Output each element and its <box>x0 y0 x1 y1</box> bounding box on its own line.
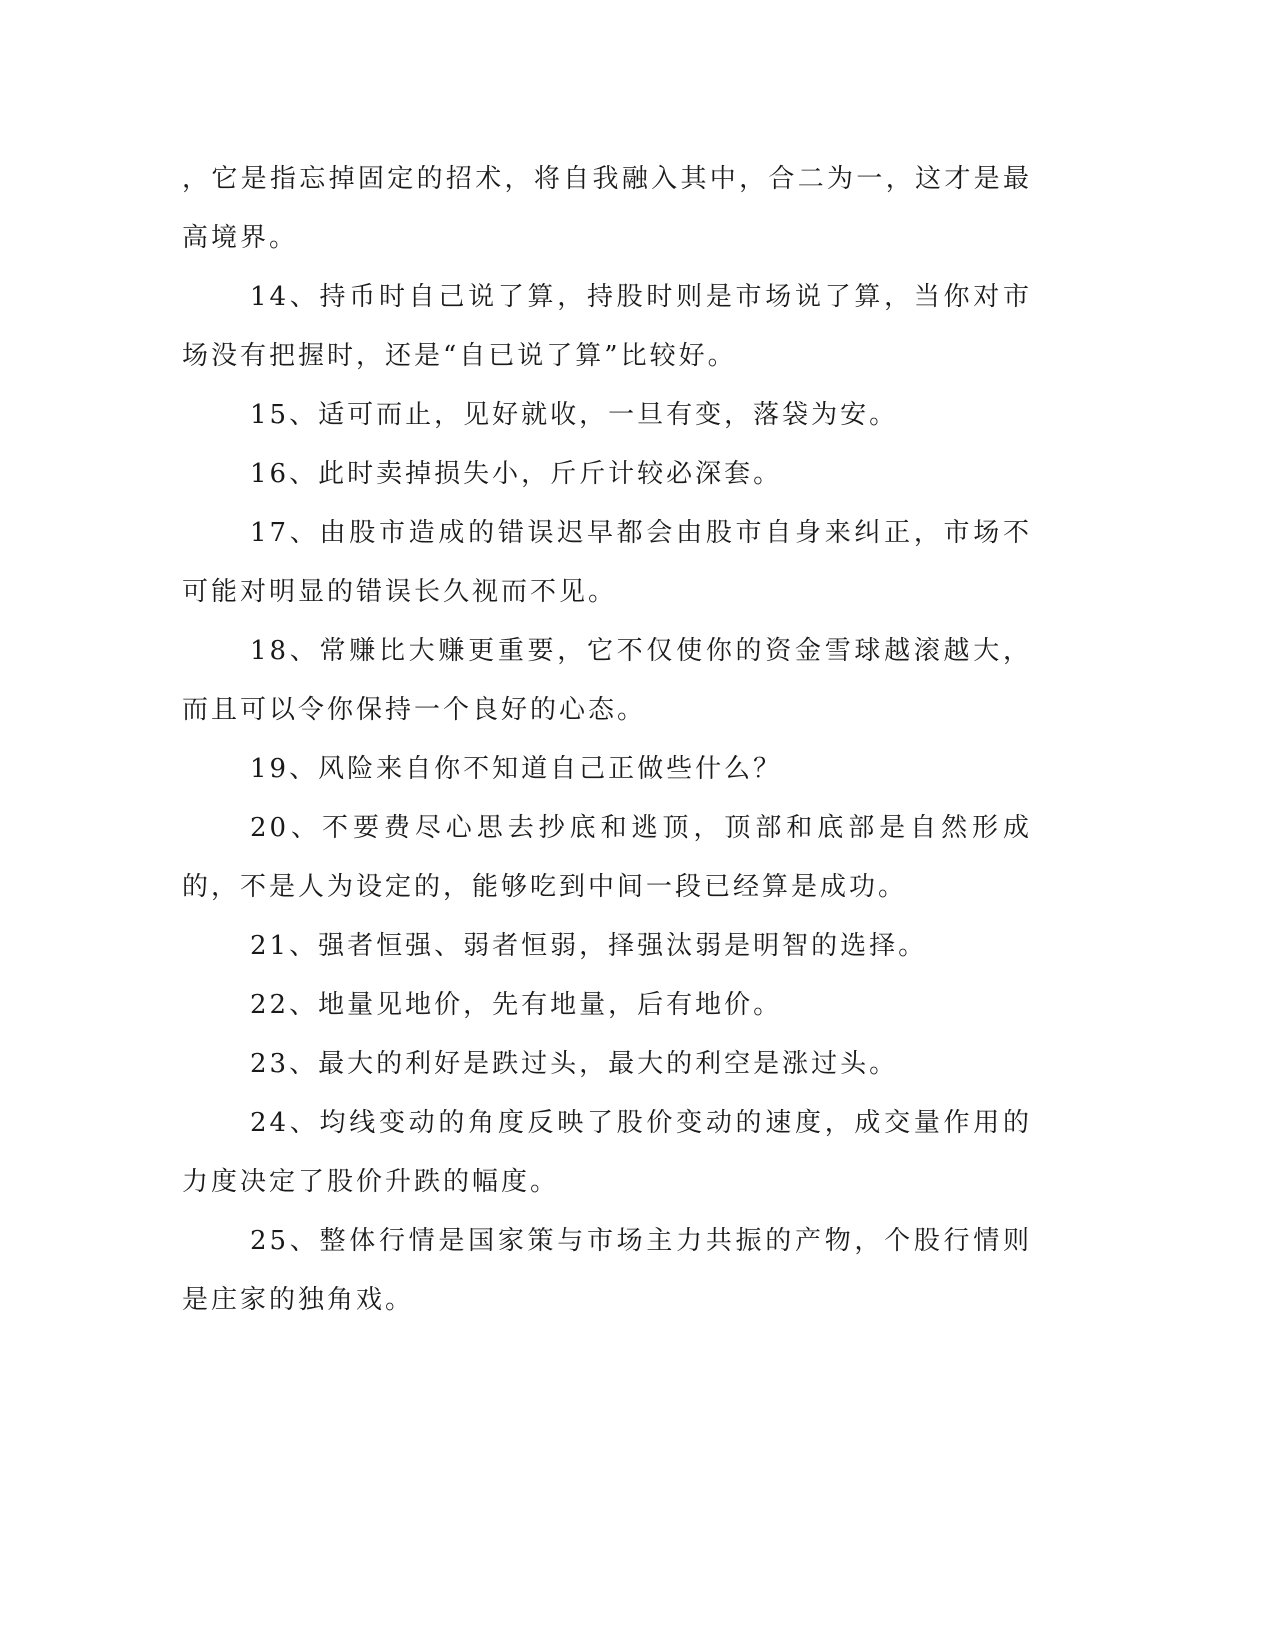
paragraph-item-16: 16、此时卖掉损失小，斤斤计较必深套。 <box>250 459 783 489</box>
paragraph-item-14: 14、持币时自己说了算，持股时则是市场说了算，当你对市场没有把握时，还是“自已说了算”比较好。 <box>182 282 1032 371</box>
paragraph-item-19: 19、风险来自你不知道自己正做些什么？ <box>250 754 783 784</box>
paragraph-item-22: 22、地量见地价，先有地量，后有地价。 <box>250 990 783 1020</box>
paragraph-item-18: 18、常赚比大赚更重要，它不仅使你的资金雪球越滚越大，而且可以令你保持一个良好的心态。 <box>182 636 1032 725</box>
paragraph-item-15: 15、适可而止，见好就收，一旦有变，落袋为安。 <box>250 400 899 430</box>
paragraph-continuation: ，它是指忘掉固定的招术，将自我融入其中，合二为一，这才是最高境界。 <box>182 164 1032 253</box>
document-body <box>182 150 1032 1330</box>
paragraph-item-20: 20、不要费尽心思去抄底和逃顶，顶部和底部是自然形成的，不是人为设定的，能够吃到中间一段已经算是成功。 <box>182 813 1032 902</box>
paragraph-item-25: 25、整体行情是国家策与市场主力共振的产物，个股行情则是庄家的独角戏。 <box>182 1226 1032 1315</box>
paragraph-item-23: 23、最大的利好是跌过头，最大的利空是涨过头。 <box>250 1049 899 1079</box>
paragraph-item-17: 17、由股市造成的错误迟早都会由股市自身来纠正，市场不可能对明显的错误长久视而不见。 <box>182 518 1032 607</box>
paragraph-item-24: 24、均线变动的角度反映了股价变动的速度，成交量作用的力度决定了股价升跌的幅度。 <box>182 1108 1032 1197</box>
paragraph-item-21: 21、强者恒强、弱者恒弱，择强汰弱是明智的选择。 <box>250 931 928 961</box>
